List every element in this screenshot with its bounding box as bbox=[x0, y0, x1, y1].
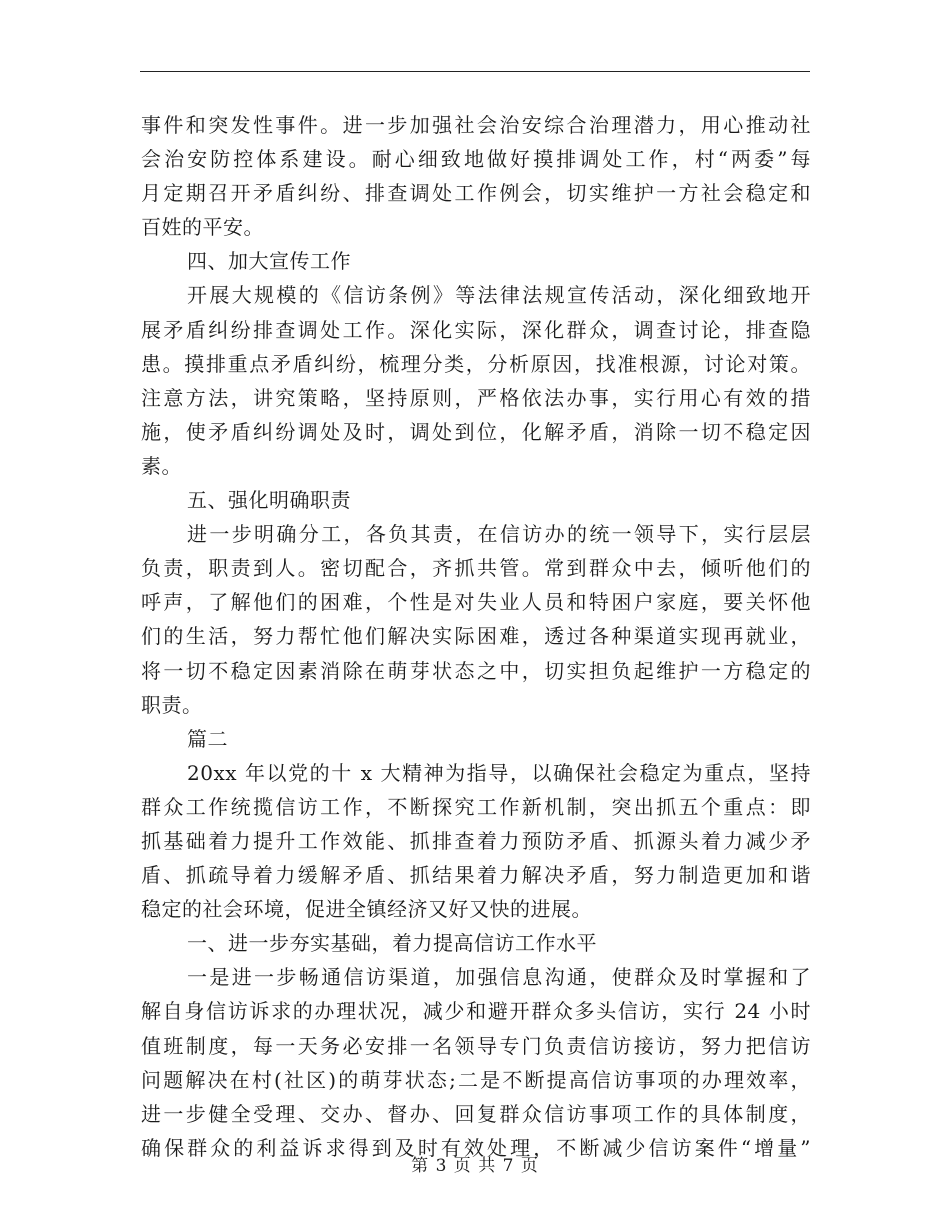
text-line: 注意方法，讲究策略，坚持原则，严格依法办事，实行用心有效的措 bbox=[141, 385, 811, 410]
text-line: 群众工作统揽信访工作，不断探究工作新机制，突出抓五个重点：即 bbox=[141, 794, 811, 819]
text-line: 五、强化明确职责 bbox=[187, 488, 351, 513]
text-line: 施，使矛盾纠纷调处及时，调处到位，化解矛盾，消除一切不稳定因 bbox=[141, 419, 811, 444]
text-line: 负责，职责到人。密切配合，齐抓共管。常到群众中去，倾听他们的 bbox=[141, 556, 811, 581]
text-line: 篇二 bbox=[187, 726, 228, 751]
page-number: 第 3 页 共 7 页 bbox=[411, 1156, 539, 1176]
document-body bbox=[141, 108, 811, 1165]
text-line: 确保群众的利益诉求得到及时有效处理，不断减少信访案件“增量” bbox=[141, 1135, 811, 1160]
text-line: 素。 bbox=[141, 453, 182, 478]
text-line: 进一步健全受理、交办、督办、回复群众信访事项工作的具体制度， bbox=[141, 1101, 811, 1126]
text-line: 问题解决在村(社区)的萌芽状态;二是不断提高信访事项的办理效率， bbox=[141, 1067, 811, 1092]
text-line: 们的生活，努力帮忙他们解决实际困难，透过各种渠道实现再就业， bbox=[141, 624, 811, 649]
text-line: 盾、抓疏导着力缓解矛盾、抓结果着力解决矛盾，努力制造更加和谐 bbox=[141, 863, 811, 888]
text-line: 稳定的社会环境，促进全镇经济又好又快的进展。 bbox=[141, 897, 592, 922]
text-line: 职责。 bbox=[141, 692, 203, 717]
text-line: 会治安防控体系建设。耐心细致地做好摸排调处工作，村“两委”每 bbox=[141, 147, 811, 172]
text-line: 进一步明确分工，各负其责，在信访办的统一领导下，实行层层 bbox=[187, 522, 811, 547]
text-line: 月定期召开矛盾纠纷、排查调处工作例会，切实维护一方社会稳定和 bbox=[141, 181, 811, 206]
text-line: 一是进一步畅通信访渠道，加强信息沟通，使群众及时掌握和了 bbox=[187, 965, 811, 990]
text-line: 将一切不稳定因素消除在萌芽状态之中，切实担负起维护一方稳定的 bbox=[141, 658, 811, 683]
text-line: 值班制度，每一天务必安排一名领导专门负责信访接访，努力把信访 bbox=[141, 1033, 811, 1058]
text-line: 百姓的平安。 bbox=[141, 215, 264, 240]
text-line: 四、加大宣传工作 bbox=[187, 249, 351, 274]
text-line: 呼声，了解他们的困难，个性是对失业人员和特困户家庭，要关怀他 bbox=[141, 590, 811, 615]
text-line: 20xx 年以党的十 x 大精神为指导，以确保社会稳定为重点，坚持 bbox=[187, 760, 811, 785]
text-line: 患。摸排重点矛盾纠纷，梳理分类，分析原因，找准根源，讨论对策。 bbox=[141, 351, 811, 376]
text-line: 展矛盾纠纷排查调处工作。深化实际，深化群众，调查讨论，排查隐 bbox=[141, 317, 811, 342]
text-line: 开展大规模的《信访条例》等法律法规宣传活动，深化细致地开 bbox=[187, 283, 811, 308]
text-line: 解自身信访诉求的办理状况，减少和避开群众多头信访，实行 24 小时 bbox=[141, 999, 811, 1024]
text-line: 事件和突发性事件。进一步加强社会治安综合治理潜力，用心推动社 bbox=[141, 113, 811, 137]
text-line: 抓基础着力提升工作效能、抓排查着力预防矛盾、抓源头着力减少矛 bbox=[141, 828, 811, 853]
header-rule bbox=[140, 71, 810, 72]
text-line: 一、进一步夯实基础，着力提高信访工作水平 bbox=[187, 931, 597, 956]
